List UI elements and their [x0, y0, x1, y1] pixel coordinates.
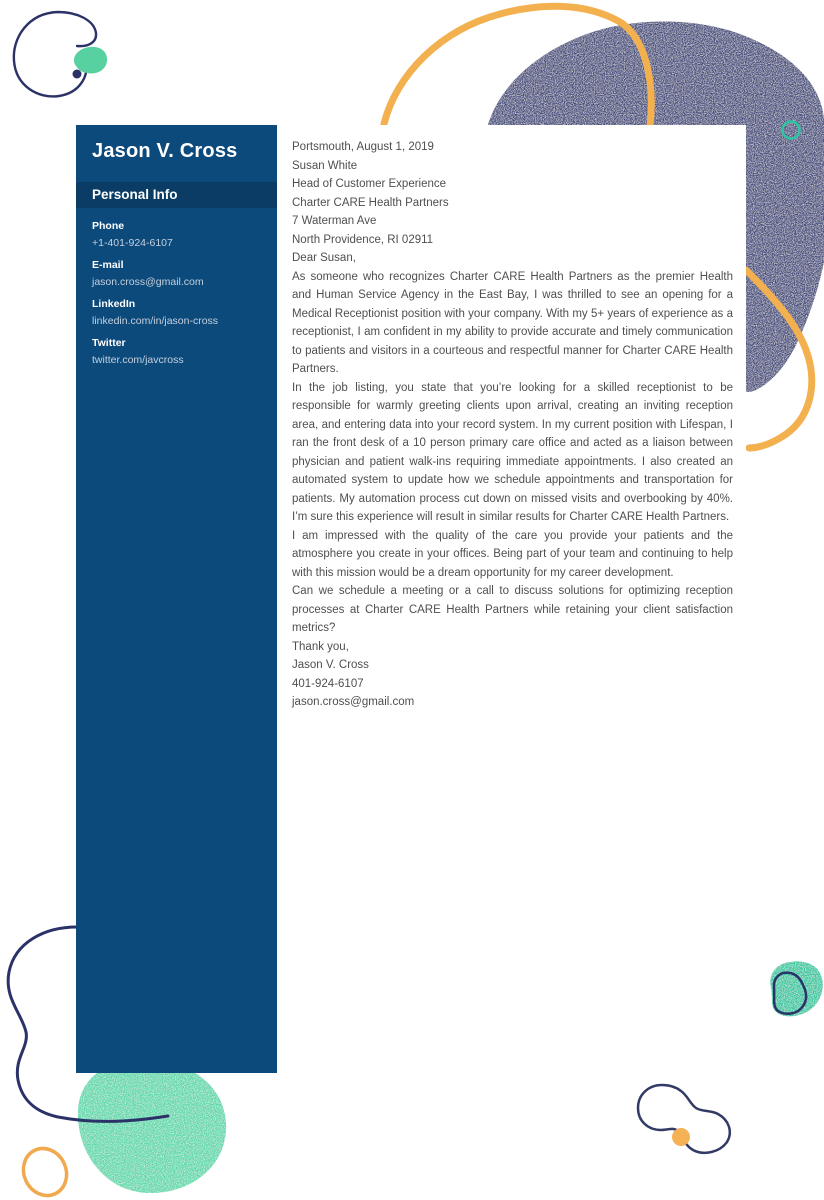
- decor-teal-blob-bottom-left: [78, 1060, 226, 1193]
- decor-amber-dot: [672, 1128, 690, 1146]
- signature-name: Jason V. Cross: [292, 659, 369, 671]
- contact-label: LinkedIn: [92, 298, 136, 310]
- contact-label: Phone: [92, 220, 125, 232]
- paragraph-1: As someone who recognizes Charter CARE Health Partners as the premier Health and Human Service Agency in the East Bay, I was thrilled to see an opening for a Medical Receptionist position with your company. With my 5+ years of experience as a receptionist, I am confident in my ability to provide accurate and timely communication to patients and visitors in a courteous and respectful manner for Charter CARE Health Partners.: [292, 270, 733, 375]
- recipient-company: Charter CARE Health Partners: [292, 196, 449, 209]
- recipient-block: [292, 157, 733, 250]
- paragraph-3: I am impressed with the quality of the care you provide your patients and the atmosphere you create in your offices. Being part of your team and continuing to help with this mission would be a dream opportunity for my career development.: [292, 529, 733, 579]
- sidebar: [76, 125, 277, 1073]
- decor-amber-ring-bottom-left: [16, 1141, 74, 1200]
- decor-navy-dot-top-left: [73, 70, 82, 79]
- decor-green-blob-top-left: [74, 47, 107, 74]
- contact-item-email: [92, 259, 277, 289]
- contact-item-linkedin: [92, 298, 277, 328]
- decor-teal-blob-bottom-right: [770, 961, 822, 1016]
- contact-item-phone: [92, 220, 277, 250]
- paragraph-2: In the job listing, you state that you’re looking for a skilled receptionist to be responsible for warmly greeting clients upon arrival, creating an inviting reception area, and entering data into your record system. In my current position with Lifespan, I ran the front desk of a 10 person primary care office and acted as a liaison between physician and patient walk-ins requiring immediate appointments. I also created an automated system to update how we schedule appointments and transportation for patients. My automation process cut down on missed visits and overbooking by 40%. I’m sure this experience will result in similar results for Charter CARE Health Partners.: [292, 381, 733, 523]
- personal-info-section-header: Personal Info: [76, 182, 277, 208]
- paragraph-4: Can we schedule a meeting or a call to discuss solutions for optimizing reception processes at Charter CARE Health Partners while retaining your client satisfaction metrics?: [292, 585, 733, 634]
- recipient-city: North Providence, RI 02911: [292, 233, 434, 246]
- contact-value: twitter.com/javcross: [92, 354, 184, 366]
- contact-value: jason.cross@gmail.com: [92, 276, 204, 288]
- recipient-title: Head of Customer Experience: [292, 178, 447, 190]
- contact-item-twitter: [92, 337, 277, 367]
- salutation: Dear Susan,: [292, 252, 356, 264]
- recipient-street: 7 Waterman Ave: [292, 215, 377, 227]
- document-page: [76, 125, 746, 1073]
- cover-letter-body: [292, 138, 733, 712]
- contact-value: +1-401-924-6107: [92, 237, 173, 249]
- contact-list: [76, 220, 277, 367]
- candidate-name: Jason V. Cross: [92, 140, 238, 162]
- recipient-name: Susan White: [292, 159, 358, 172]
- contact-label: Twitter: [92, 337, 126, 349]
- contact-value: linkedin.com/in/jason-cross: [92, 315, 219, 327]
- closing-line: Thank you,: [292, 640, 349, 653]
- signature-email: jason.cross@gmail.com: [292, 696, 415, 708]
- contact-label: E-mail: [92, 259, 124, 271]
- date-line: Portsmouth, August 1, 2019: [292, 141, 434, 153]
- signature-phone: 401-924-6107: [292, 677, 364, 690]
